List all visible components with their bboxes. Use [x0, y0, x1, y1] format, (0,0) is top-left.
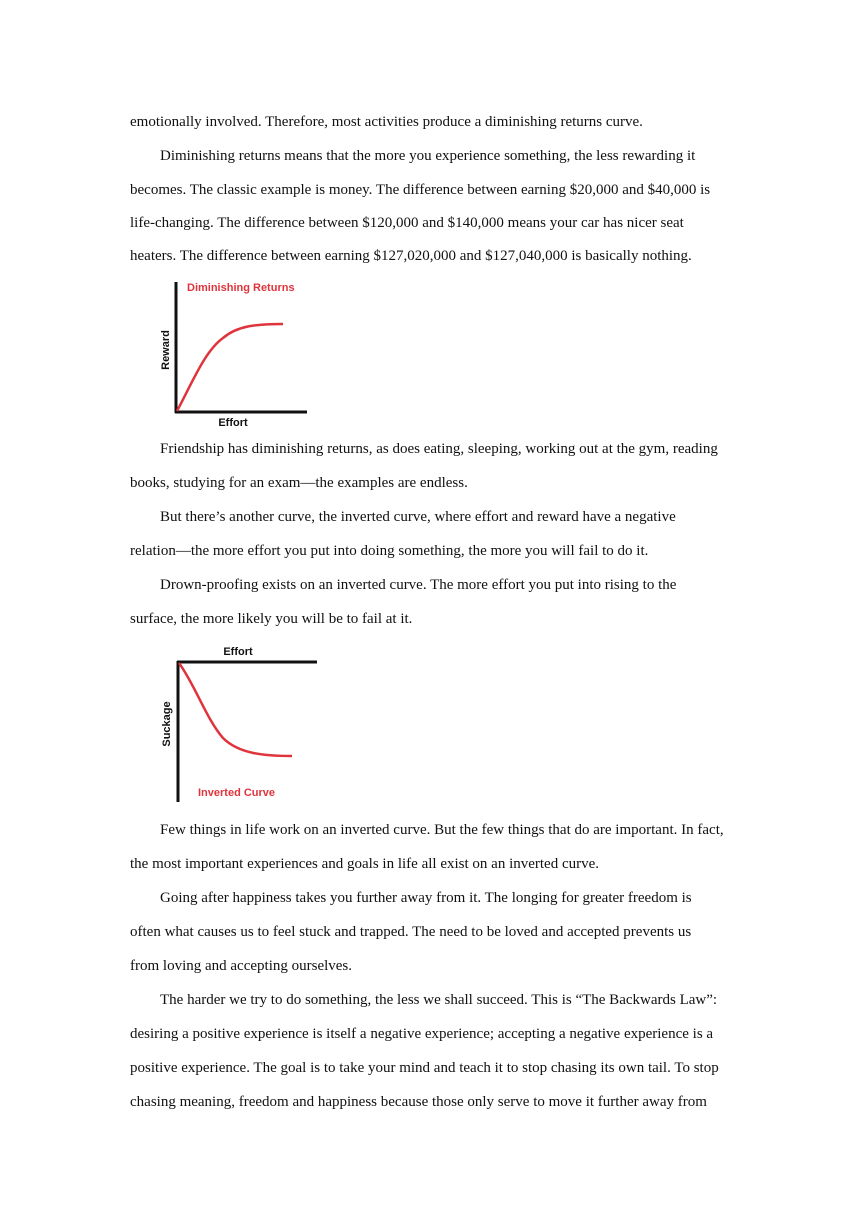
text-line: surface, the more likely you will be to fail at it.	[130, 611, 413, 627]
text-line: The harder we try to do something, the less we shall succeed. This is “The Backwards Law”:	[160, 992, 718, 1008]
curve	[177, 324, 283, 411]
text-line: the most important experiences and goals in life all exist on an inverted curve.	[130, 856, 600, 872]
text-line: relation—the more effort you put into doing something, the more you will fail to do it.	[130, 543, 649, 559]
text-line: Going after happiness takes you further away from it. The longing for greater freedom is	[160, 890, 692, 906]
text-line: emotionally involved. Therefore, most activities produce a diminishing returns curve.	[130, 114, 643, 130]
text-line: books, studying for an exam—the examples are endless.	[130, 475, 468, 491]
figure-title: Inverted Curve	[198, 787, 276, 799]
x-axis-label: Effort	[223, 646, 253, 658]
text-line: But there’s another curve, the inverted curve, where effort and reward have a negative	[160, 509, 676, 525]
text-line: often what causes us to feel stuck and trapped. The need to be loved and accepted prevents us	[130, 924, 692, 940]
text-line: life-changing. The difference between $120,000 and $140,000 means your car has nicer seat	[130, 215, 684, 231]
text-line: Few things in life work on an inverted curve. But the few things that do are important. In fact,	[160, 822, 724, 838]
text-line: becomes. The classic example is money. The difference between earning $20,000 and $40,000 is	[130, 182, 711, 198]
text-line: chasing meaning, freedom and happiness because those only serve to move it further away from	[130, 1094, 707, 1110]
x-axis-label: Effort	[218, 417, 248, 429]
figure-title: Diminishing Returns	[187, 282, 295, 294]
text-line: desiring a positive experience is itself a negative experience; accepting a negative experience is a	[130, 1026, 714, 1042]
y-axis-label: Reward	[160, 330, 172, 370]
diminishing-returns-figure	[155, 276, 320, 431]
text-line: heaters. The difference between earning $127,020,000 and $127,040,000 is basically nothing.	[130, 248, 692, 264]
text-line: Diminishing returns means that the more you experience something, the less rewarding it	[160, 148, 696, 164]
text-line: positive experience. The goal is to take your mind and teach it to stop chasing its own tail. To stop	[130, 1060, 719, 1076]
text-line: from loving and accepting ourselves.	[130, 958, 353, 974]
curve	[179, 663, 292, 756]
text-line: Friendship has diminishing returns, as does eating, sleeping, working out at the gym, reading	[160, 441, 718, 457]
text-line: Drown-proofing exists on an inverted curve. The more effort you put into rising to the	[160, 577, 677, 593]
inverted-curve-figure	[155, 640, 325, 805]
y-axis-label: Suckage	[161, 701, 173, 747]
